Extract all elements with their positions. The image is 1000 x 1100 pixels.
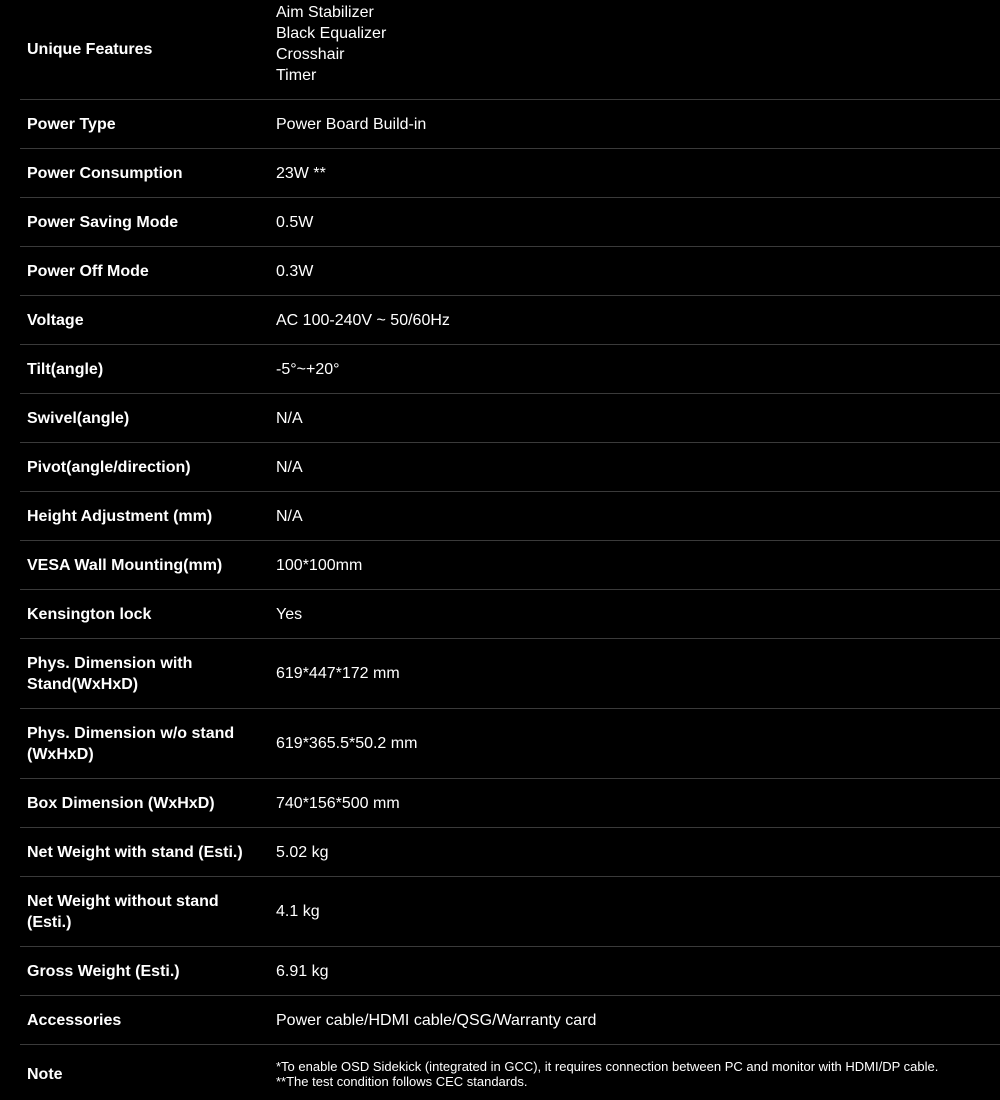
spec-label: Swivel(angle) bbox=[27, 409, 130, 427]
spec-label: Box Dimension (WxHxD) bbox=[27, 794, 215, 812]
spec-row-dimension-without-stand bbox=[20, 709, 1000, 779]
spec-label: Net Weight with stand (Esti.) bbox=[27, 843, 243, 861]
spec-label: Gross Weight (Esti.) bbox=[27, 962, 180, 980]
spec-row-pivot bbox=[20, 443, 1000, 492]
spec-label: Tilt(angle) bbox=[27, 360, 104, 378]
spec-row-swivel bbox=[20, 394, 1000, 443]
spec-value: 740*156*500 mm bbox=[276, 794, 400, 812]
spec-table bbox=[20, 0, 1000, 1100]
spec-row-tilt bbox=[20, 345, 1000, 394]
spec-row-note bbox=[20, 1045, 1000, 1100]
spec-value: -5°~+20° bbox=[276, 360, 340, 378]
spec-row-power-consumption bbox=[20, 149, 1000, 198]
spec-label: Kensington lock bbox=[27, 605, 152, 623]
note-line: *To enable OSD Sidekick (integrated in GCC), it requires connection between PC and monitor with HDMI/DP cable. bbox=[276, 1059, 939, 1074]
spec-row-power-off-mode bbox=[20, 247, 1000, 296]
spec-row-power-type bbox=[20, 100, 1000, 149]
spec-value bbox=[276, 1059, 1000, 1089]
spec-row-height-adjustment bbox=[20, 492, 1000, 541]
spec-label: VESA Wall Mounting(mm) bbox=[27, 556, 223, 574]
spec-label: Net Weight without stand (Esti.) bbox=[27, 892, 219, 931]
spec-value: 619*365.5*50.2 mm bbox=[276, 735, 418, 752]
spec-value: 6.91 kg bbox=[276, 962, 329, 980]
spec-row-accessories bbox=[20, 996, 1000, 1045]
spec-row-box-dimension bbox=[20, 779, 1000, 828]
spec-label: Phys. Dimension w/o stand (WxHxD) bbox=[27, 724, 235, 763]
spec-row-gross-weight bbox=[20, 947, 1000, 996]
spec-value: Power cable/HDMI cable/QSG/Warranty card bbox=[276, 1011, 597, 1029]
spec-label: Power Saving Mode bbox=[27, 213, 179, 231]
spec-value-line: Timer bbox=[276, 66, 317, 84]
spec-value: N/A bbox=[276, 507, 303, 525]
spec-value: 4.1 kg bbox=[276, 903, 320, 920]
spec-row-voltage bbox=[20, 296, 1000, 345]
spec-row-net-weight-with-stand bbox=[20, 828, 1000, 877]
spec-value: Power Board Build-in bbox=[276, 115, 427, 133]
spec-row-unique-features bbox=[20, 0, 1000, 100]
spec-label: Power Consumption bbox=[27, 164, 183, 182]
spec-value: 23W ** bbox=[276, 164, 326, 182]
spec-value-line: Crosshair bbox=[276, 45, 345, 63]
spec-value bbox=[276, 2, 1000, 86]
note-line: **The test condition follows CEC standards. bbox=[276, 1074, 528, 1089]
spec-value: 0.5W bbox=[276, 213, 314, 231]
spec-value-line: Black Equalizer bbox=[276, 24, 387, 42]
spec-value: 0.3W bbox=[276, 262, 314, 280]
spec-value-line: Aim Stabilizer bbox=[276, 3, 374, 21]
spec-label: Voltage bbox=[27, 311, 84, 329]
spec-label: Pivot(angle/direction) bbox=[27, 458, 191, 476]
spec-value: 100*100mm bbox=[276, 556, 363, 574]
spec-value: 619*447*172 mm bbox=[276, 665, 400, 682]
spec-label: Height Adjustment (mm) bbox=[27, 507, 213, 525]
spec-label: Phys. Dimension with Stand(WxHxD) bbox=[27, 654, 193, 693]
spec-label: Power Type bbox=[27, 115, 116, 133]
spec-value: N/A bbox=[276, 458, 303, 476]
spec-label: Accessories bbox=[27, 1011, 122, 1029]
spec-value: N/A bbox=[276, 409, 303, 427]
spec-value: 5.02 kg bbox=[276, 843, 329, 861]
spec-label: Power Off Mode bbox=[27, 262, 149, 280]
spec-row-vesa-mounting bbox=[20, 541, 1000, 590]
spec-label: Unique Features bbox=[27, 41, 153, 58]
spec-row-power-saving-mode bbox=[20, 198, 1000, 247]
spec-row-net-weight-without-stand bbox=[20, 877, 1000, 947]
spec-row-kensington-lock bbox=[20, 590, 1000, 639]
spec-row-dimension-with-stand bbox=[20, 639, 1000, 709]
spec-value: Yes bbox=[276, 605, 303, 623]
spec-label: Note bbox=[27, 1065, 63, 1083]
spec-value: AC 100-240V ~ 50/60Hz bbox=[276, 311, 450, 329]
